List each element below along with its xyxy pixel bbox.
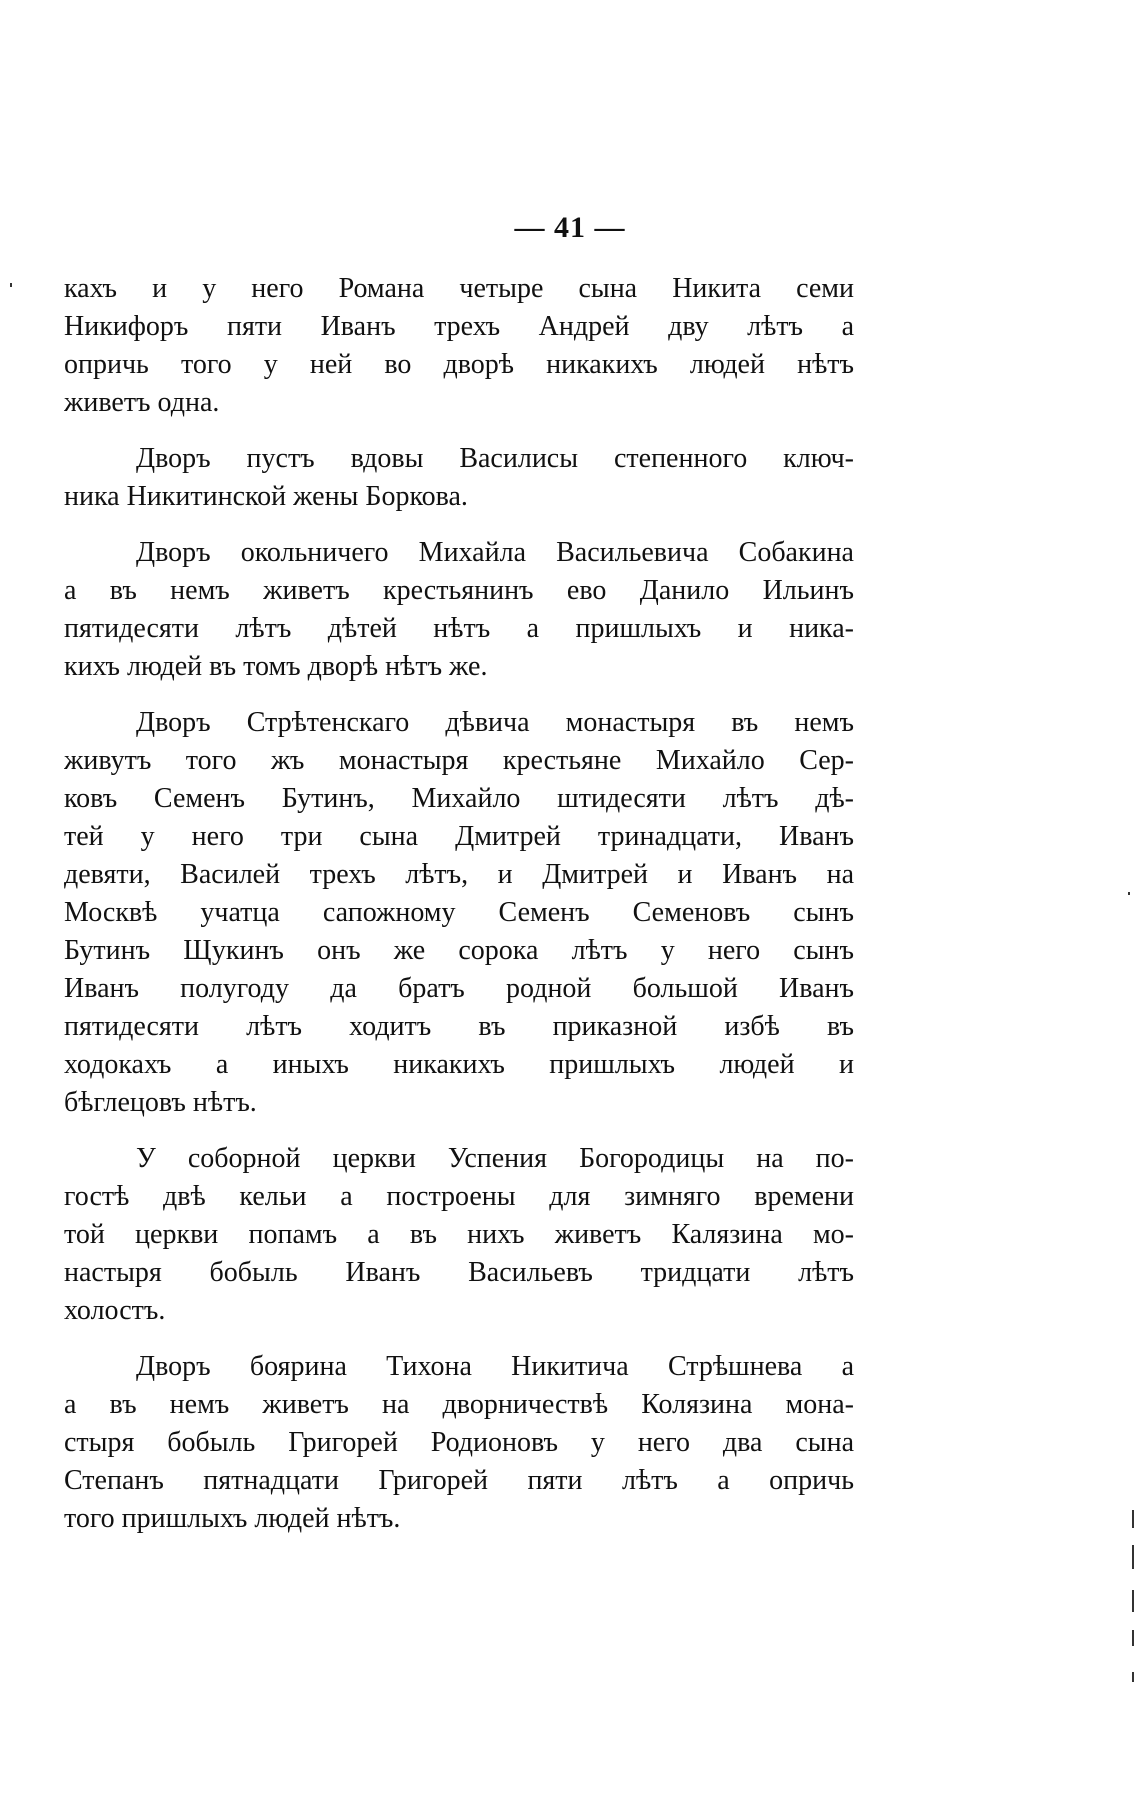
text-line: ходокахъ а иныхъ никакихъ пришлыхъ людей и — [64, 1049, 854, 1080]
text-line: живутъ того жъ монастыря крестьяне Михайло Сер- — [64, 745, 854, 776]
text-line: Москвѣ учатца сапожному Семенъ Семеновъ сынъ — [64, 897, 854, 928]
text-line: Дворъ пустъ вдовы Василисы степенного ключ- — [136, 443, 854, 474]
paragraph — [64, 1348, 854, 1538]
text-line: а въ немъ живетъ на дворничествѣ Колязина мона- — [64, 1389, 854, 1420]
paragraph — [64, 704, 854, 1122]
text-line: бѣглецовъ нѣтъ. — [64, 1087, 257, 1118]
text-line: тей у него три сына Дмитрей тринадцати, Иванъ — [64, 821, 854, 852]
text-column — [64, 270, 854, 1556]
text-line: гостѣ двѣ кельи а построены для зимняго времени — [64, 1181, 854, 1212]
paragraph — [64, 440, 854, 516]
text-line: У соборной церкви Успения Богородицы на по- — [136, 1143, 854, 1174]
text-line: пятидесяти лѣтъ ходитъ въ приказной избѣ въ — [64, 1011, 854, 1042]
scan-speck — [1128, 892, 1130, 895]
page-number: — 41 — — [514, 211, 626, 244]
scan-speck — [1132, 1510, 1134, 1528]
text-line: того пришлыхъ людей нѣтъ. — [64, 1503, 401, 1534]
text-line: Степанъ пятнадцати Григорей пяти лѣтъ а опричь — [64, 1465, 854, 1496]
text-line: ковъ Семенъ Бутинъ, Михайло штидесяти лѣтъ дѣ- — [64, 783, 854, 814]
text-line: пятидесяти лѣтъ дѣтей нѣтъ а пришлыхъ и ника- — [64, 613, 854, 644]
scan-speck — [1132, 1630, 1134, 1646]
text-line: кихъ людей въ томъ дворѣ нѣтъ же. — [64, 651, 488, 682]
text-line: Бутинъ Щукинъ онъ же сорока лѣтъ у него сынъ — [64, 935, 854, 966]
text-line: Дворъ боярина Тихона Никитича Стрѣшнева а — [136, 1351, 854, 1382]
text-line: стыря бобыль Григорей Родионовъ у него два сына — [64, 1427, 854, 1458]
scan-speck — [1132, 1590, 1134, 1612]
scan-speck — [10, 283, 12, 287]
text-line: той церкви попамъ а въ нихъ живетъ Калязина мо- — [64, 1219, 854, 1250]
text-line: опричь того у ней во дворѣ никакихъ людей нѣтъ — [64, 349, 854, 380]
scan-speck — [1132, 1672, 1134, 1682]
text-line: настыря бобыль Иванъ Васильевъ тридцати лѣтъ — [64, 1257, 854, 1288]
text-line: девяти, Василей трехъ лѣтъ, и Дмитрей и Иванъ на — [64, 859, 854, 890]
text-line: живетъ одна. — [64, 387, 220, 418]
text-line: Иванъ полугоду да братъ родной большой Иванъ — [64, 973, 854, 1004]
text-line: ника Никитинской жены Боркова. — [64, 481, 468, 512]
text-line: Дворъ Стрѣтенскаго дѣвича монастыря въ немъ — [136, 707, 854, 738]
text-line: холостъ. — [64, 1295, 166, 1326]
text-line: Никифоръ пяти Иванъ трехъ Андрей дву лѣтъ а — [64, 311, 854, 342]
text-line: а въ немъ живетъ крестьянинъ ево Данило Ильинъ — [64, 575, 854, 606]
paragraph — [64, 1140, 854, 1330]
paragraph — [64, 270, 854, 422]
paragraph — [64, 534, 854, 686]
text-line: Дворъ окольничего Михайла Васильевича Собакина — [136, 537, 854, 568]
text-line: кахъ и у него Романа четыре сына Никита семи — [64, 273, 854, 304]
scan-speck — [1132, 1545, 1134, 1569]
